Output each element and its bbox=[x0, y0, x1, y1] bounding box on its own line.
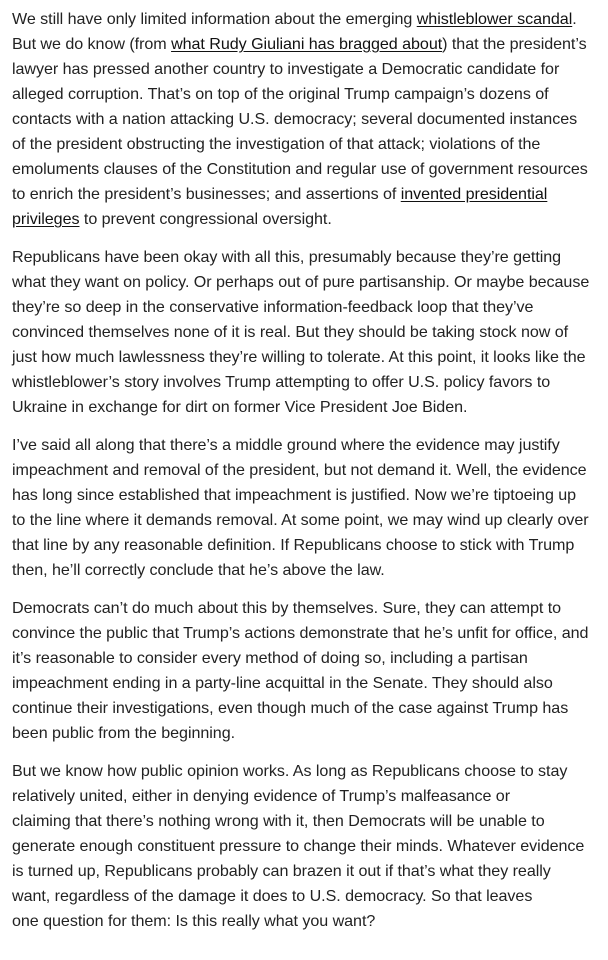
text-segment: to prevent congressional oversight. bbox=[79, 210, 332, 228]
text-segment: Republicans have been okay with all this, presumably because they’re getting bbox=[12, 248, 562, 266]
text-segment: then, he’ll correctly conclude that he’s above the law. bbox=[12, 561, 385, 579]
text-segment: continue their investigations, even though much of the case against Trump has bbox=[12, 699, 569, 717]
text-line bbox=[12, 621, 596, 646]
text-segment: impeachment and removal of the president, but not demand it. Well, the evidence bbox=[12, 461, 587, 479]
text-segment: of the president obstructing the investigation of that attack; violations of the bbox=[12, 135, 541, 153]
text-segment: Democrats can’t do much about this by themselves. Sure, they can attempt to bbox=[12, 599, 562, 617]
text-segment: relatively united, either in denying evidence of Trump’s malfeasance or bbox=[12, 787, 511, 805]
text-segment: contacts with a nation attacking U.S. democracy; several documented instances bbox=[12, 110, 578, 128]
text-segment: But we do know (from bbox=[12, 35, 172, 53]
inline-link[interactable]: whistleblower scandal bbox=[416, 10, 573, 28]
text-line bbox=[12, 759, 596, 784]
text-line bbox=[12, 82, 596, 107]
paragraph-2 bbox=[12, 245, 596, 420]
text-line bbox=[12, 596, 596, 621]
inline-link[interactable]: invented presidential bbox=[400, 185, 548, 203]
text-line bbox=[12, 207, 596, 232]
text-segment: one question for them: Is this really what you want? bbox=[12, 912, 376, 930]
text-line bbox=[12, 132, 596, 157]
text-line bbox=[12, 909, 596, 934]
text-segment: been public from the beginning. bbox=[12, 724, 236, 742]
text-segment: alleged corruption. That’s on top of the original Trump campaign’s dozens of bbox=[12, 85, 549, 103]
text-segment: convince the public that Trump’s actions demonstrate that he’s unfit for office, and bbox=[12, 624, 589, 642]
paragraph-5 bbox=[12, 759, 596, 934]
text-line bbox=[12, 696, 596, 721]
paragraph-4 bbox=[12, 596, 596, 746]
text-line bbox=[12, 32, 596, 57]
text-segment: to the line where it demands removal. At some point, we may wind up clearly over bbox=[12, 511, 589, 529]
text-segment: convinced themselves none of it is real. But they should be taking stock now of bbox=[12, 323, 569, 341]
text-segment: whistleblower’s story involves Trump attempting to offer U.S. policy favors to bbox=[12, 373, 551, 391]
text-segment: it’s reasonable to consider every method of doing so, including a partisan bbox=[12, 649, 528, 667]
text-segment: to enrich the president’s businesses; and assertions of bbox=[12, 185, 401, 203]
inline-link[interactable]: privileges bbox=[12, 210, 80, 228]
text-line bbox=[12, 7, 596, 32]
text-line bbox=[12, 721, 596, 746]
text-line bbox=[12, 270, 596, 295]
text-segment: claiming that there’s nothing wrong with it, then Democrats will be unable to bbox=[12, 812, 545, 830]
text-segment: I’ve said all along that there’s a middle ground where the evidence may justify bbox=[12, 436, 560, 454]
text-line bbox=[12, 483, 596, 508]
text-segment: has long since established that impeachment is justified. Now we’re tiptoeing up bbox=[12, 486, 577, 504]
text-segment: they’re so deep in the conservative information-feedback loop that they’ve bbox=[12, 298, 534, 316]
text-segment: Ukraine in exchange for dirt on former Vice President Joe Biden. bbox=[12, 398, 468, 416]
text-line bbox=[12, 784, 596, 809]
text-segment: generate enough constituent pressure to change their minds. Whatever evidence bbox=[12, 837, 585, 855]
text-segment: ) that the president’s bbox=[442, 35, 587, 53]
text-line bbox=[12, 508, 596, 533]
text-line bbox=[12, 345, 596, 370]
paragraph-3 bbox=[12, 433, 596, 583]
text-segment: impeachment ending in a party-line acquittal in the Senate. They should also bbox=[12, 674, 553, 692]
paragraph-1 bbox=[12, 7, 596, 232]
text-line bbox=[12, 395, 596, 420]
text-segment: . bbox=[572, 10, 577, 28]
text-segment: emoluments clauses of the Constitution and regular use of government resources bbox=[12, 160, 588, 178]
text-segment: lawyer has pressed another country to investigate a Democratic candidate for bbox=[12, 60, 560, 78]
text-line bbox=[12, 809, 596, 834]
text-line bbox=[12, 884, 596, 909]
text-line bbox=[12, 57, 596, 82]
text-line bbox=[12, 558, 596, 583]
text-line bbox=[12, 834, 596, 859]
text-line bbox=[12, 646, 596, 671]
text-line bbox=[12, 295, 596, 320]
text-line bbox=[12, 859, 596, 884]
text-line bbox=[12, 671, 596, 696]
text-segment: We still have only limited information about the emerging bbox=[12, 10, 417, 28]
text-line bbox=[12, 157, 596, 182]
text-segment: But we know how public opinion works. As long as Republicans choose to stay bbox=[12, 762, 568, 780]
text-segment: that line by any reasonable definition. If Republicans choose to stick with Trump bbox=[12, 536, 575, 554]
text-line bbox=[12, 458, 596, 483]
text-line bbox=[12, 533, 596, 558]
text-segment: is turned up, Republicans probably can brazen it out if that’s what they really bbox=[12, 862, 551, 880]
inline-link[interactable]: what Rudy Giuliani has bragged about bbox=[171, 35, 443, 53]
text-line bbox=[12, 320, 596, 345]
text-line bbox=[12, 245, 596, 270]
text-line bbox=[12, 433, 596, 458]
text-segment: want, regardless of the damage it does to U.S. democracy. So that leaves bbox=[12, 887, 533, 905]
text-segment: what they want on policy. Or perhaps out of pure partisanship. Or maybe because bbox=[12, 273, 590, 291]
text-line bbox=[12, 370, 596, 395]
text-line bbox=[12, 107, 596, 132]
text-line bbox=[12, 182, 596, 207]
text-segment: just how much lawlessness they’re willing to tolerate. At this point, it looks like the bbox=[12, 348, 586, 366]
